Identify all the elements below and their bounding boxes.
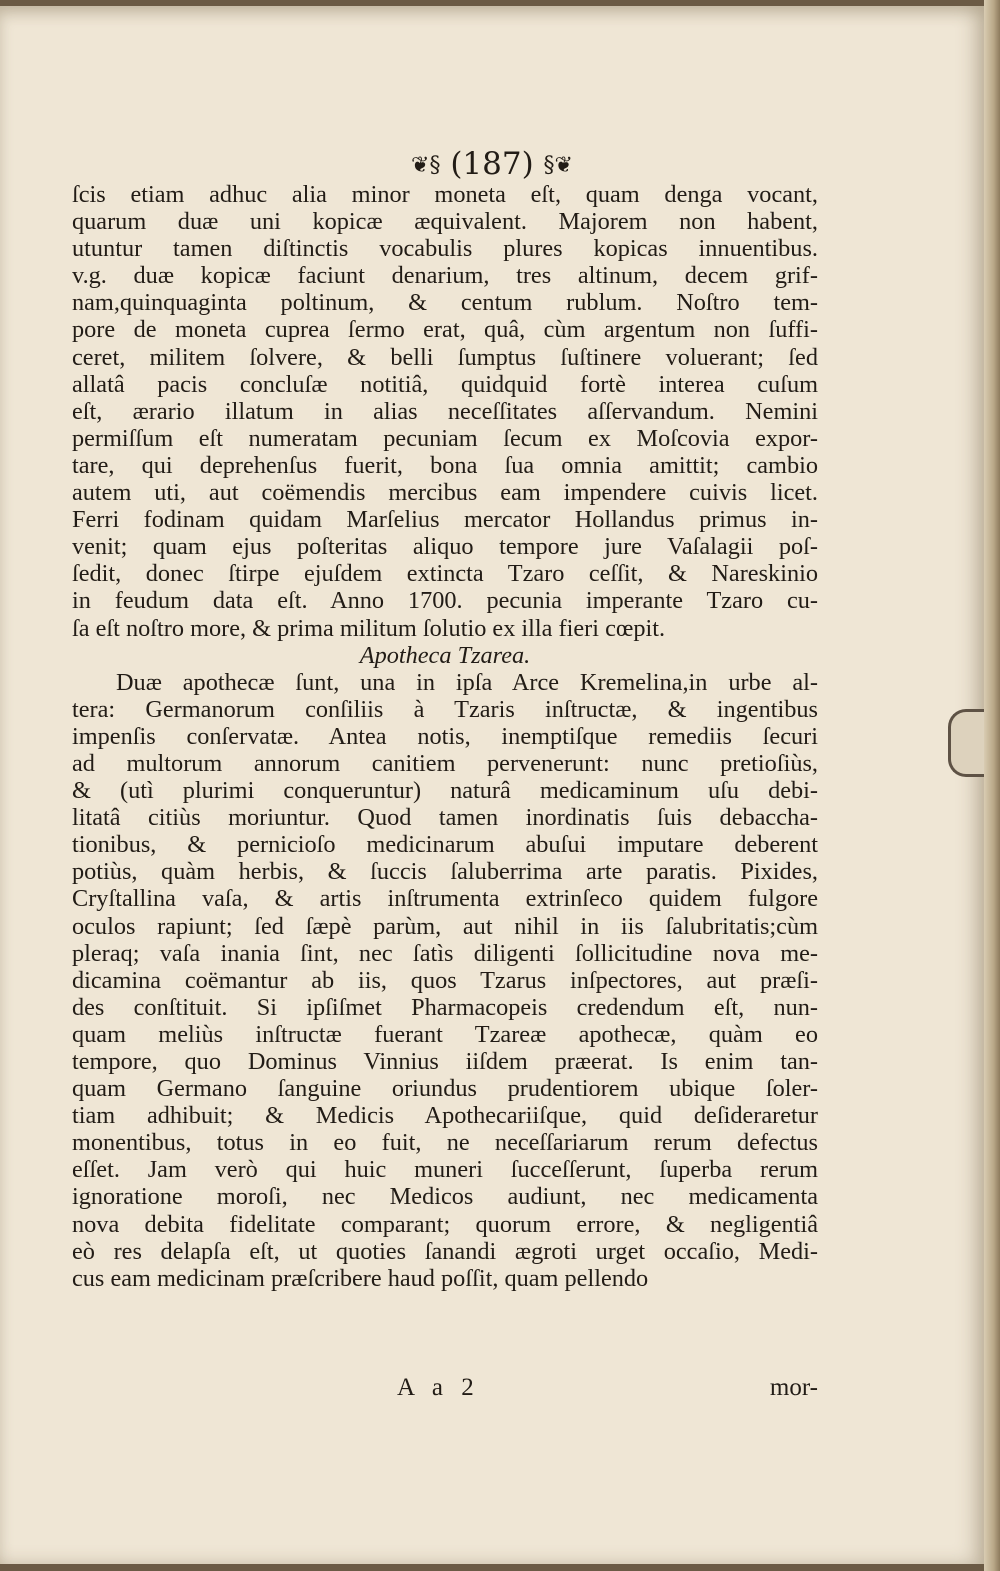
- text-line: eò res delapſa eſt, ut quoties ſanandi ægroti urget occaſio, Medi-: [72, 1237, 818, 1265]
- text-line: quam Germano ſanguine oriundus prudentiorem ubique ſoler-: [72, 1075, 818, 1103]
- text-line: ſedit, donec ſtirpe ejuſdem extincta Tzaro ceſſit, & Nareskinio: [72, 560, 818, 588]
- text-line: utuntur tamen diſtinctis vocabulis plures kopicas innuentibus.: [72, 235, 818, 263]
- text-line: ignoratione moroſi, nec Medicos audiunt, nec medicamenta: [72, 1183, 818, 1211]
- page-header: [0, 146, 984, 182]
- text-line: nam,quinquaginta poltinum, & centum rublum. Noſtro tem-: [72, 289, 818, 317]
- text-line: dicamina coëmantur ab iis, quos Tzarus inſpectores, aut præſi-: [72, 966, 818, 994]
- page-edge: [984, 0, 1000, 1571]
- text-line: v.g. duæ kopicæ faciunt denarium, tres altinum, decem grif-: [72, 262, 818, 290]
- text-line: venit; quam ejus poſteritas aliquo tempore jure Vaſalagii poſ-: [72, 533, 818, 561]
- text-line: tempore, quo Dominus Vinnius iiſdem præerat. Is enim tan-: [72, 1048, 818, 1075]
- text-line: tionibus, & pernicioſo medicinarum abuſui imputare deberent: [72, 831, 818, 859]
- text-line: cus eam medicinam præſcribere haud poſſit, quam pellendo: [72, 1264, 649, 1292]
- page-number: (187): [450, 146, 534, 182]
- text-line: eſt, ærario illatum in alias neceſſitates aſſervandum. Nemini: [72, 397, 818, 425]
- text-line: tare, qui deprehenſus fuerit, bona ſua omnia amittit; cambio: [72, 451, 818, 479]
- text-line: Ferri fodinam quidam Marſelius mercator Hollandus primus in-: [72, 506, 818, 534]
- paragraph-moneta: [72, 181, 818, 642]
- text-line: tiam adhibuit; & Medicis Apothecariiſque, quid deſideraretur: [72, 1102, 818, 1130]
- text-line: ad multorum annorum canitiem pervenerunt: nunc pretioſiùs,: [72, 749, 818, 777]
- text-line: impenſis conſervatæ. Antea notis, inemptiſque remediis ſecuri: [72, 722, 818, 750]
- text-line: tera: Germanorum conſiliis à Tzaris inſtructæ, & ingentibus: [72, 695, 818, 723]
- left-ornament-icon: ❦§: [411, 153, 441, 178]
- right-ornament-icon: §❦: [543, 153, 573, 178]
- paragraph-apotheca: [72, 669, 818, 1292]
- section-heading: Apotheca Tzarea.: [359, 641, 531, 669]
- text-line: ceret, militem ſolvere, & belli ſumptus ſuſtinere voluerant; ſed: [72, 343, 818, 371]
- text-line: eſſet. Jam verò qui huic muneri ſucceſſerunt, ſuperba rerum: [72, 1156, 818, 1184]
- text-line: quam meliùs inſtructæ fuerant Tzareæ apothecæ, quàm eo: [72, 1020, 818, 1048]
- body-text: [72, 181, 818, 1292]
- book-page: [0, 6, 987, 1564]
- text-line: monentibus, totus in eo fuit, ne neceſſariarum rerum defectus: [72, 1129, 818, 1157]
- text-line: & (utì plurimi conqueruntur) naturâ medicaminum uſu debi-: [72, 777, 818, 805]
- text-line: allatâ pacis concluſæ notitiâ, quidquid fortè interea cuſum: [72, 370, 818, 398]
- text-line: des conſtituit. Si ipſiſmet Pharmacopeis credendum eſt, nun-: [72, 993, 818, 1021]
- text-line: ſa eſt noſtro more, & prima militum ſolutio ex illa fieri cœpit.: [72, 614, 666, 642]
- text-line: autem uti, aut coëmendis mercibus eam impendere cuivis licet.: [72, 479, 818, 507]
- page-footer: [72, 1374, 818, 1404]
- catchword: mor-: [769, 1374, 818, 1401]
- text-line: nova debita fidelitate comparant; quorum errore, & negligentiâ: [72, 1210, 818, 1238]
- text-line: Duæ apothecæ ſunt, una in ipſa Arce Kremelina,in urbe al-: [116, 668, 818, 696]
- text-line: pleraq; vaſa inania ſint, nec ſatìs diligenti ſollicitudine nova me-: [72, 939, 818, 967]
- text-line: ſcis etiam adhuc alia minor moneta eſt, quam denga vocant,: [72, 181, 818, 208]
- text-line: pore de moneta cuprea ſermo erat, quâ, cùm argentum non ſuffi-: [72, 316, 818, 344]
- text-line: litatâ citiùs moriuntur. Quod tamen inordinatis ſuis debaccha-: [72, 804, 818, 832]
- text-line: permiſſum eſt numeratam pecuniam ſecum ex Moſcovia expor-: [72, 424, 818, 452]
- signature-mark: A a 2: [397, 1374, 480, 1401]
- text-line: Cryſtallina vaſa, & artis inſtrumenta extrinſeco quidem fulgore: [72, 885, 818, 913]
- text-line: oculos rapiunt; ſed ſæpè parùm, aut nihil in iis ſalubritatis;cùm: [72, 912, 818, 940]
- text-line: quarum duæ uni kopicæ æquivalent. Majorem non habent,: [72, 208, 818, 236]
- text-line: potiùs, quàm herbis, & ſuccis ſaluberrima arte paratis. Pixides,: [72, 858, 818, 886]
- text-line: in feudum data eſt. Anno 1700. pecunia imperante Tzaro cu-: [72, 587, 818, 615]
